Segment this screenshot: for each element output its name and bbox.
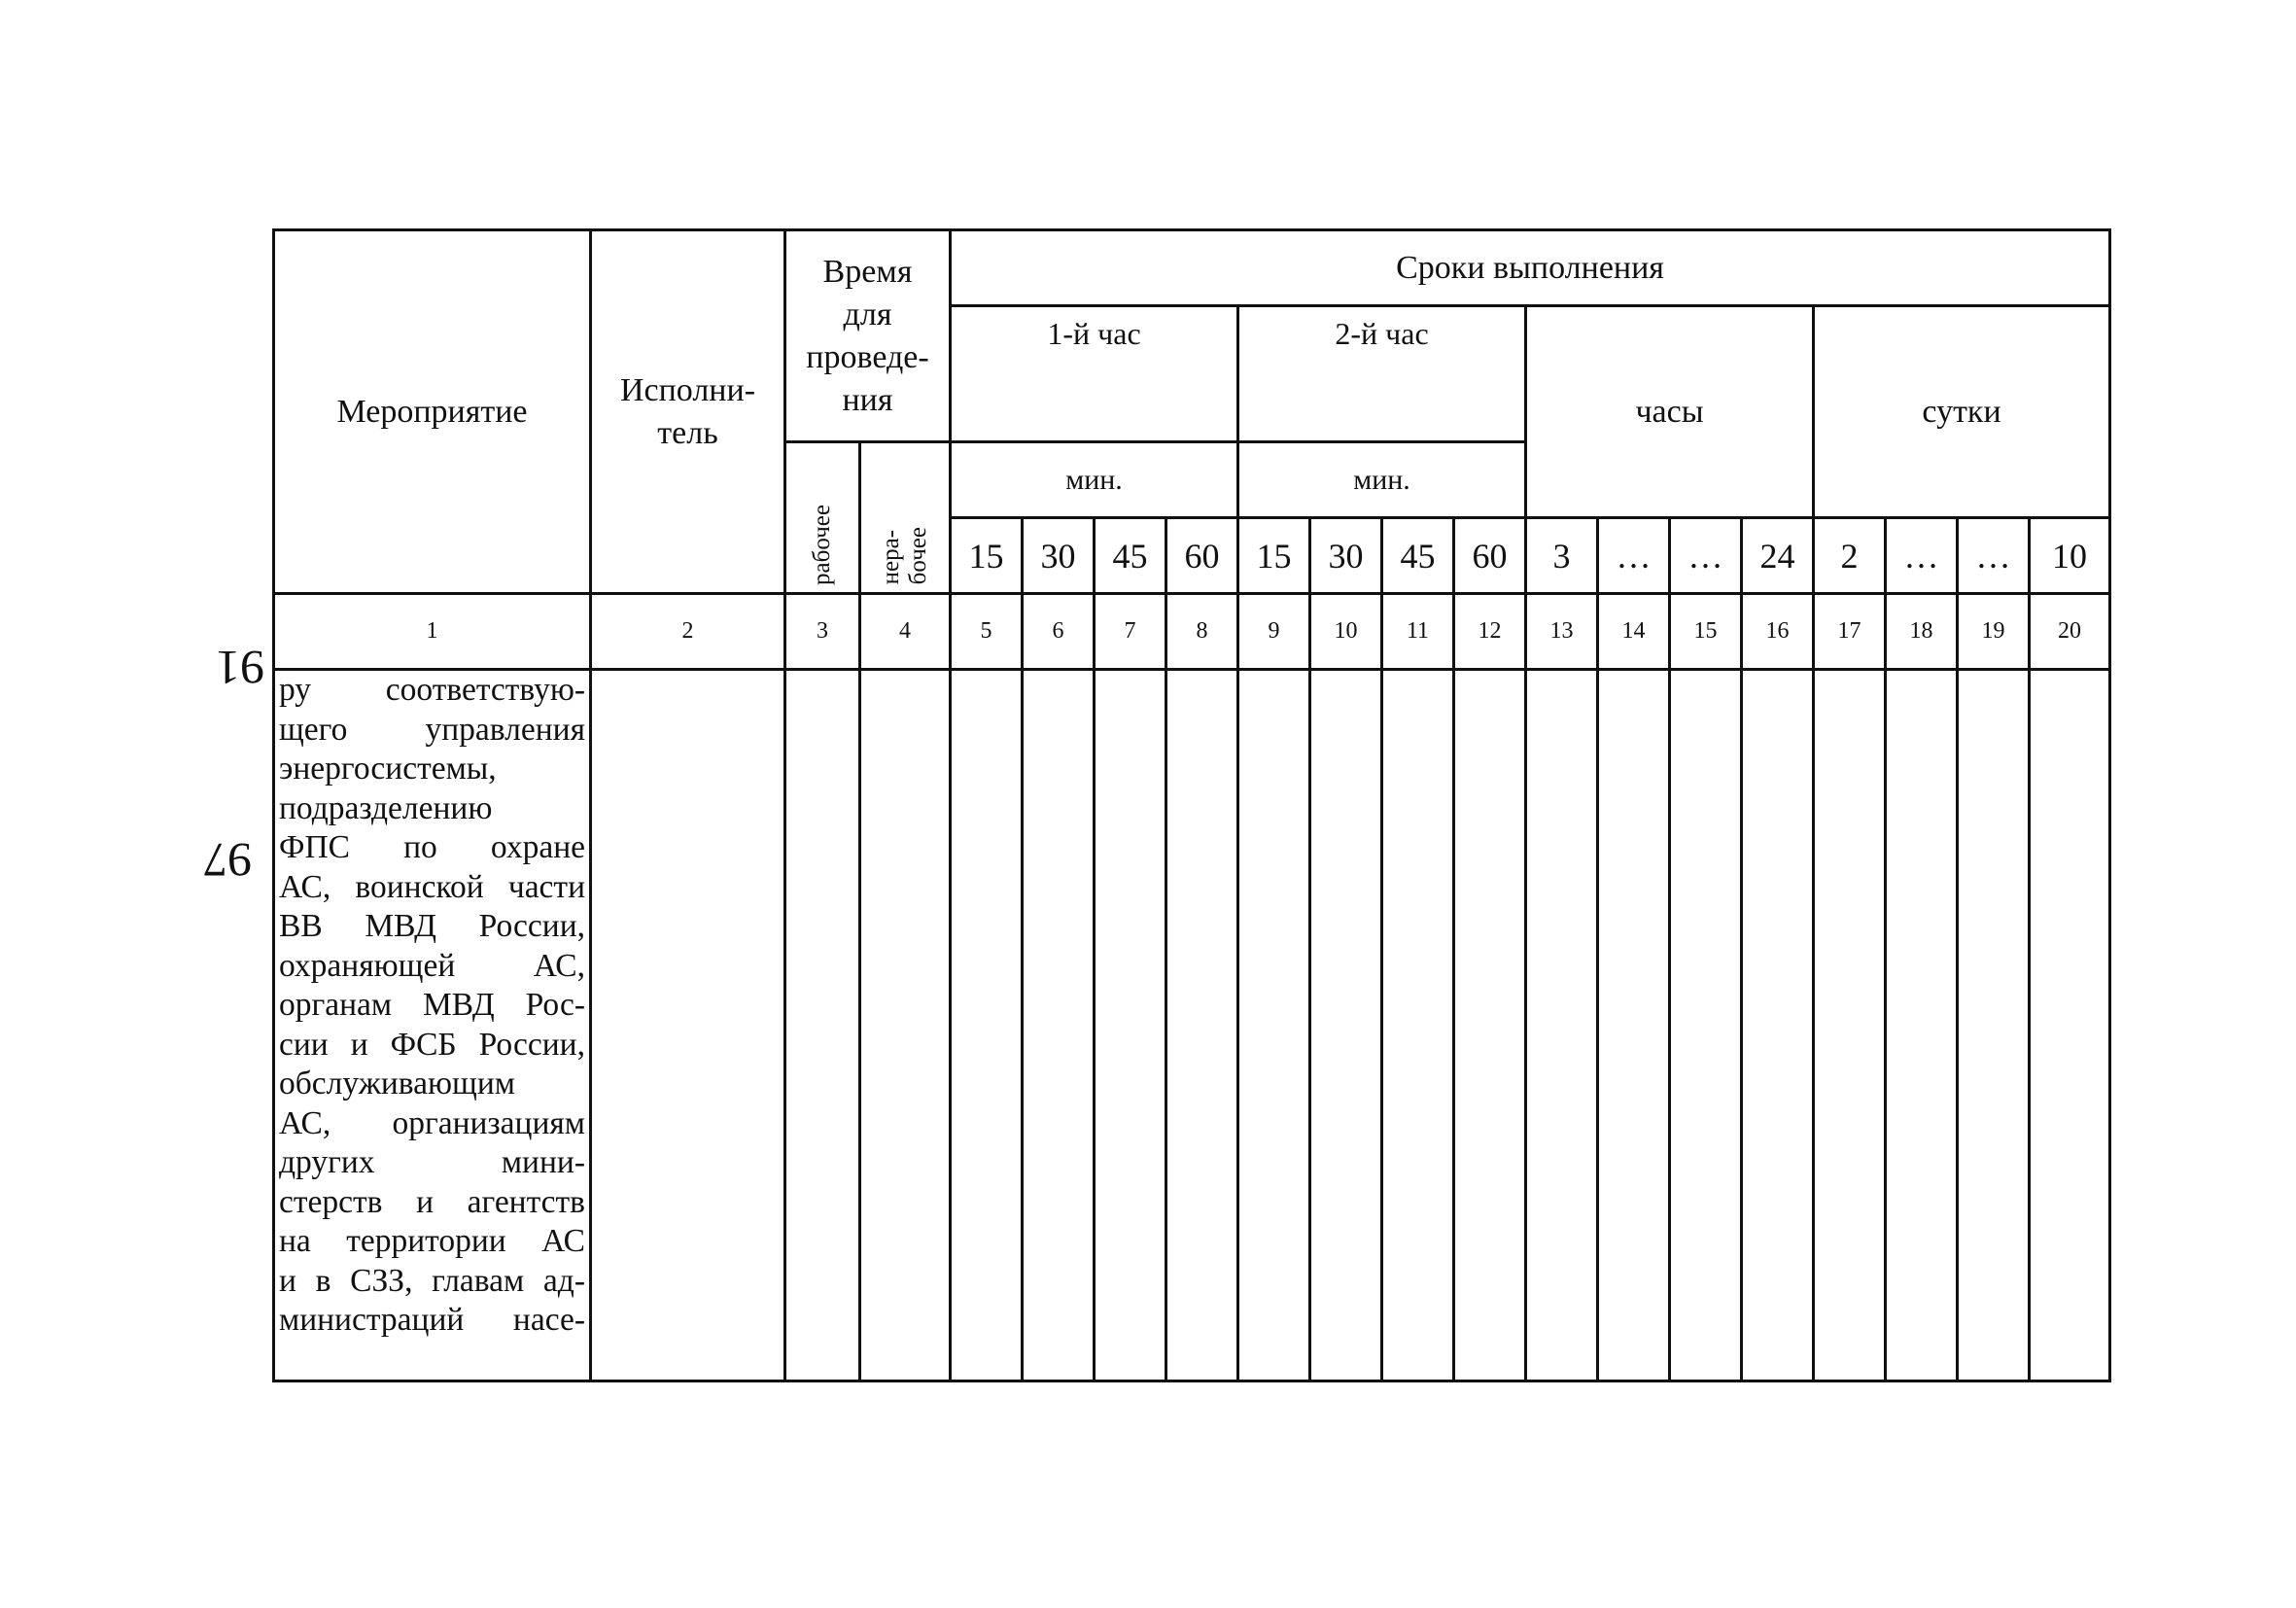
event-line: ру соответствую- [279, 672, 585, 708]
value-cell: 30 [1023, 518, 1095, 594]
body-cell [1454, 670, 1526, 1381]
event-line: стерств и агентств [279, 1183, 585, 1220]
column-index: 9 [1238, 594, 1310, 670]
value-cell: 45 [1382, 518, 1454, 594]
column-index: 12 [1454, 594, 1526, 670]
body-cell [1526, 670, 1598, 1381]
column-index: 14 [1598, 594, 1670, 670]
event-line: сии и ФСБ России, [279, 1026, 585, 1063]
column-index: 7 [1095, 594, 1166, 670]
event-line: охраняющей АС, [279, 947, 585, 984]
column-index: 13 [1526, 594, 1598, 670]
column-index: 3 [785, 594, 860, 670]
column-index: 8 [1166, 594, 1238, 670]
schedule-table [272, 228, 2111, 1382]
page-number-bottom: 97 [203, 833, 252, 888]
event-line: министраций насе- [279, 1302, 585, 1338]
header-event: Мероприятие [274, 230, 591, 594]
body-cell [1598, 670, 1670, 1381]
page-number-top: 91 [216, 641, 264, 695]
event-line: обслуживающим [279, 1066, 515, 1101]
body-cell [1238, 670, 1310, 1381]
value-cell: 24 [1742, 518, 1814, 594]
event-line: и в СЗЗ, главам ад- [279, 1262, 585, 1299]
column-index: 11 [1382, 594, 1454, 670]
body-cell [860, 670, 951, 1381]
column-index: 15 [1670, 594, 1742, 670]
header-time-for: Время для проведе- ния [785, 230, 951, 442]
event-line: АС, организациям [279, 1104, 585, 1141]
body-cell [1814, 670, 1886, 1381]
header-min1: мин. [951, 442, 1238, 518]
value-cell: 15 [1238, 518, 1310, 594]
value-cell: 10 [2030, 518, 2110, 594]
event-line: щего управления [279, 711, 585, 748]
column-index: 4 [860, 594, 951, 670]
body-cell [785, 670, 860, 1381]
header-working [785, 442, 860, 594]
column-index: 19 [1958, 594, 2030, 670]
column-index: 1 [274, 594, 591, 670]
value-cell: 2 [1814, 518, 1886, 594]
event-description [274, 670, 591, 1381]
header-deadlines: Сроки выполнения [951, 230, 2110, 306]
header-nonworking [860, 442, 951, 594]
column-index: 6 [1023, 594, 1095, 670]
header-working-label: рабочее [809, 504, 835, 585]
value-cell: … [1670, 518, 1742, 594]
event-line: ВВ МВД России, [279, 908, 585, 944]
header-days: сутки [1814, 306, 2110, 518]
header-min2: мин. [1238, 442, 1526, 518]
body-cell [1310, 670, 1382, 1381]
event-line: на территории АС [279, 1223, 585, 1259]
event-line: энергосистемы, [279, 751, 497, 787]
value-cell: 30 [1310, 518, 1382, 594]
value-cell: 45 [1095, 518, 1166, 594]
event-line: органам МВД Рос- [279, 987, 585, 1023]
body-cell [1742, 670, 1814, 1381]
column-index: 2 [591, 594, 785, 670]
body-cell [1023, 670, 1095, 1381]
body-cell [1166, 670, 1238, 1381]
body-cell [1670, 670, 1742, 1381]
event-line: других мини- [279, 1144, 585, 1180]
body-cell [1382, 670, 1454, 1381]
body-cell [1886, 670, 1958, 1381]
value-cell: … [1886, 518, 1958, 594]
header-hour2: 2-й час [1238, 306, 1526, 442]
value-cell: 3 [1526, 518, 1598, 594]
header-nonworking-label: нера- бочее [878, 527, 931, 585]
column-index: 16 [1742, 594, 1814, 670]
value-cell: … [1598, 518, 1670, 594]
value-cell: 15 [951, 518, 1023, 594]
value-cell: 60 [1454, 518, 1526, 594]
column-index: 5 [951, 594, 1023, 670]
value-cell: 60 [1166, 518, 1238, 594]
event-line: подразделению [279, 789, 493, 826]
column-index: 18 [1886, 594, 1958, 670]
header-executor: Исполни- тель [591, 230, 785, 594]
body-cell [1095, 670, 1166, 1381]
header-hours: часы [1526, 306, 1814, 518]
column-index: 10 [1310, 594, 1382, 670]
header-hour1: 1-й час [951, 306, 1238, 442]
value-cell: … [1958, 518, 2030, 594]
event-line: ФПС по охране [279, 829, 585, 865]
body-cell [951, 670, 1023, 1381]
body-cell [1958, 670, 2030, 1381]
event-line: АС, воинской части [279, 868, 585, 905]
body-cell [591, 670, 785, 1381]
body-cell [2030, 670, 2110, 1381]
column-index: 20 [2030, 594, 2110, 670]
column-index: 17 [1814, 594, 1886, 670]
